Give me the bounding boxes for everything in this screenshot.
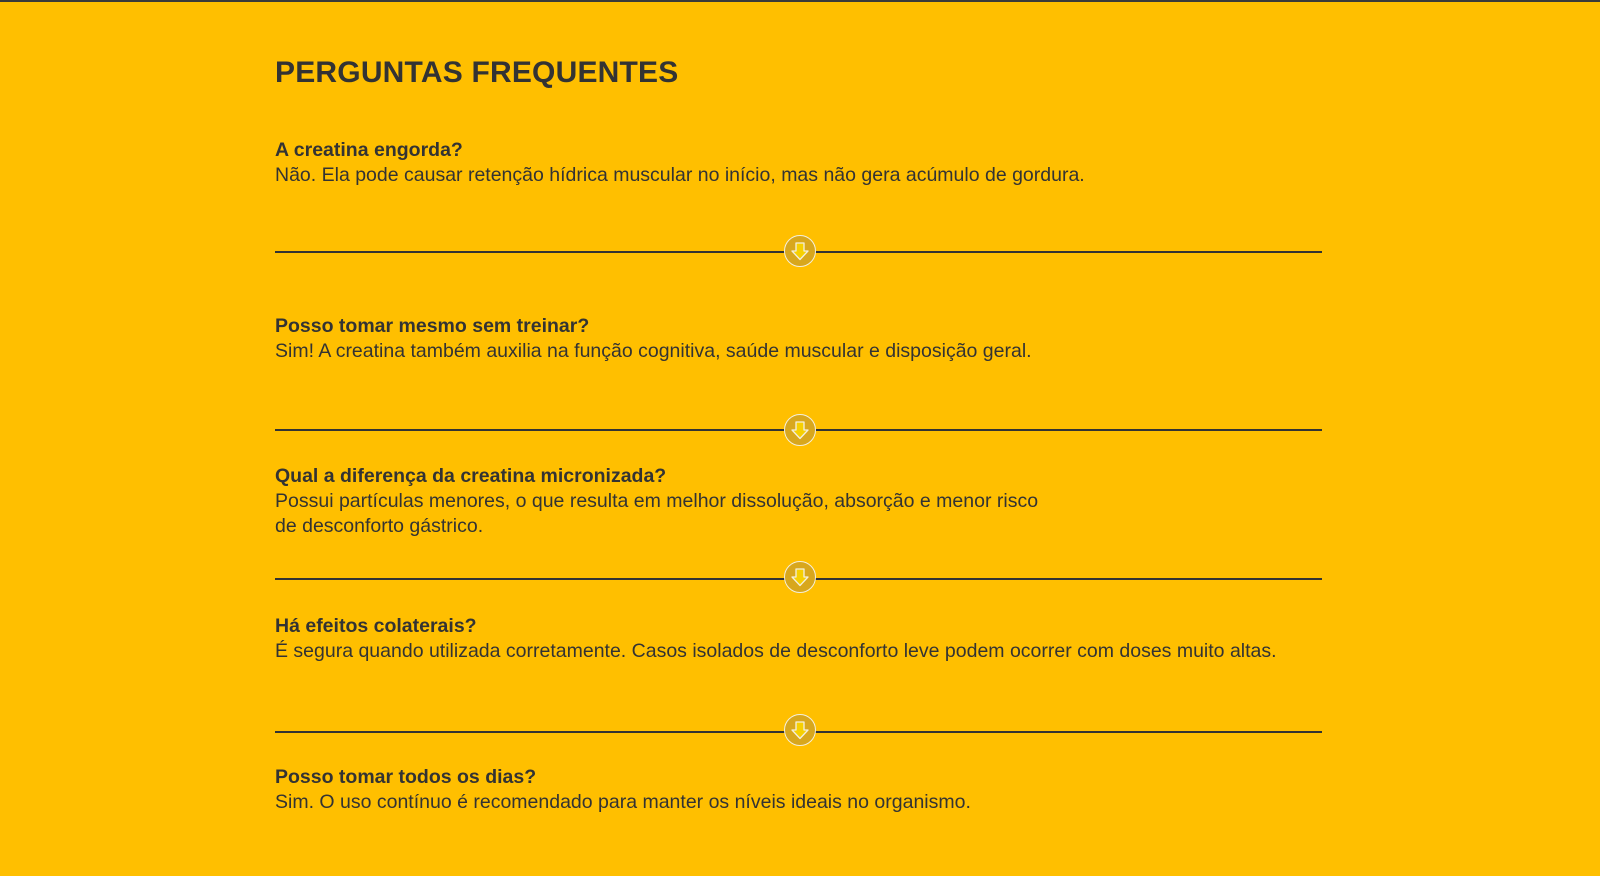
faq-question[interactable]: Posso tomar mesmo sem treinar? [275, 315, 590, 337]
faq-answer: Sim. O uso contínuo é recomendado para manter os níveis ideais no organismo. [275, 791, 971, 813]
expand-toggle-button[interactable] [784, 235, 816, 267]
arrow-down-icon [789, 240, 811, 262]
faq-item [275, 765, 1325, 815]
faq-answer: É segura quando utilizada corretamente. Casos isolados de desconforto leve podem ocorrer com doses muito altas. [275, 640, 1277, 662]
faq-answer: Possui partículas menores, o que resulta em melhor dissolução, absorção e menor risco de desconforto gástrico. [275, 490, 1039, 537]
expand-toggle-button[interactable] [784, 414, 816, 446]
top-border [0, 0, 1600, 2]
faq-item [275, 464, 1325, 539]
faq-question[interactable]: Posso tomar todos os dias? [275, 766, 537, 788]
arrow-down-icon [789, 566, 811, 588]
faq-answer: Sim! A creatina também auxilia na função cognitiva, saúde muscular e disposição geral. [275, 340, 1032, 362]
faq-item [275, 614, 1325, 664]
faq-item [275, 314, 1325, 364]
expand-toggle-button[interactable] [784, 561, 816, 593]
arrow-down-icon [789, 419, 811, 441]
faq-item [275, 138, 1325, 188]
faq-question[interactable]: Qual a diferença da creatina micronizada? [275, 465, 667, 487]
faq-question[interactable]: A creatina engorda? [275, 139, 463, 161]
arrow-down-icon [789, 719, 811, 741]
faq-answer: Não. Ela pode causar retenção hídrica muscular no início, mas não gera acúmulo de gordura. [275, 164, 1085, 186]
expand-toggle-button[interactable] [784, 714, 816, 746]
faq-title: PERGUNTAS FREQUENTES [275, 56, 679, 89]
faq-question[interactable]: Há efeitos colaterais? [275, 615, 477, 637]
